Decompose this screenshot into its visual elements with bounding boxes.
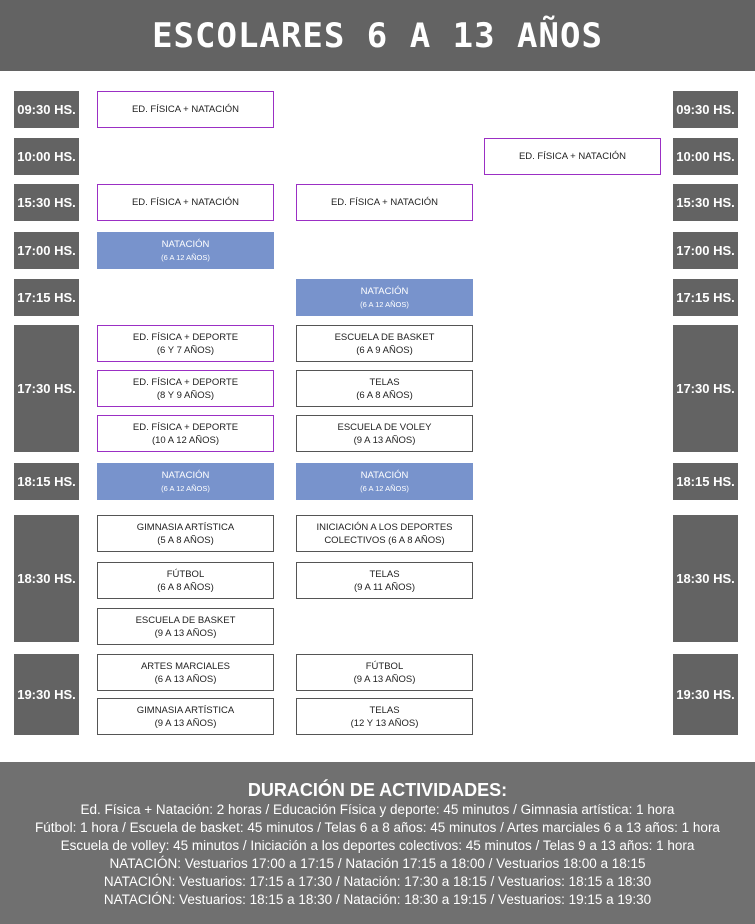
activity-cell (97, 91, 274, 128)
activity-cell (484, 138, 661, 175)
footer-title: DURACIÓN DE ACTIVIDADES: (247, 780, 508, 800)
activity-name: GIMNASIA ARTÍSTICA (136, 521, 235, 533)
activity-name: NATACIÓN (360, 285, 409, 297)
swim-cell (296, 279, 473, 316)
time-label: 18:30 HS. (673, 515, 738, 642)
time-label: 17:15 HS. (14, 279, 79, 316)
footer-line: Ed. Física + Natación: 2 horas / Educación Física y deporte: 45 minutos / Gimnasia artística: 1 hora (80, 802, 675, 817)
time-label: 18:15 HS. (673, 463, 738, 500)
swim-cell (97, 463, 274, 500)
activity-cell (296, 325, 473, 362)
time-label: 17:00 HS. (673, 232, 738, 269)
time-label: 17:00 HS. (14, 232, 79, 269)
activity-cell (97, 562, 274, 599)
activity-ages: (6 A 12 AÑOS) (360, 483, 409, 493)
activity-name: TELAS (369, 568, 400, 580)
activity-cell (296, 370, 473, 407)
activity-name: ED. FÍSICA + DEPORTE (132, 421, 239, 433)
activity-name: ESCUELA DE BASKET (334, 331, 435, 343)
time-label: 09:30 HS. (14, 91, 79, 128)
activity-ages: (6 A 8 AÑOS) (157, 581, 214, 593)
activity-cell (296, 415, 473, 452)
activity-name: TELAS (369, 704, 400, 716)
activity-cell (97, 515, 274, 552)
activity-name: ED. FÍSICA + NATACIÓN (518, 151, 627, 162)
time-label: 10:00 HS. (14, 138, 79, 175)
time-label: 10:00 HS. (673, 138, 738, 175)
activity-ages: (9 A 11 AÑOS) (353, 581, 416, 593)
activity-ages: (9 A 13 AÑOS) (154, 717, 217, 729)
time-label: 15:30 HS. (673, 184, 738, 221)
activity-cell (97, 608, 274, 645)
activity-name: ARTES MARCIALES (140, 660, 231, 672)
time-label: 18:15 HS. (14, 463, 79, 500)
activity-ages: (6 A 12 AÑOS) (161, 483, 210, 493)
activity-cell (97, 415, 274, 452)
activity-name: NATACIÓN (161, 238, 210, 250)
time-label: 15:30 HS. (14, 184, 79, 221)
activity-ages: (9 A 13 AÑOS) (353, 673, 416, 685)
activity-cell (97, 325, 274, 362)
activity-cell (296, 654, 473, 691)
activity-ages: (6 A 9 AÑOS) (356, 344, 413, 356)
activity-name: ED. FÍSICA + NATACIÓN (330, 197, 439, 208)
footer-line: Fútbol: 1 hora / Escuela de basket: 45 minutos / Telas 6 a 8 años: 45 minutos / Artes marciales 6 a 13 años: 1 hora (35, 820, 720, 835)
activity-ages: (6 Y 7 AÑOS) (156, 344, 215, 356)
activity-name: NATACIÓN (161, 469, 210, 481)
activity-ages: (5 A 8 AÑOS) (157, 534, 214, 546)
activity-cell (97, 370, 274, 407)
activity-ages: COLECTIVOS (6 A 8 AÑOS) (324, 534, 445, 546)
activity-ages: (6 A 12 AÑOS) (161, 252, 210, 262)
footer-line: NATACIÓN: Vestuarios: 18:15 a 18:30 / Natación: 18:30 a 19:15 / Vestuarios: 19:15 a 19:30 (103, 892, 652, 907)
activity-name: ESCUELA DE BASKET (135, 614, 236, 626)
activity-name: FÚTBOL (166, 568, 205, 580)
duration-footer (0, 762, 755, 924)
activity-name: GIMNASIA ARTÍSTICA (136, 704, 235, 716)
activity-ages: (6 A 12 AÑOS) (360, 299, 409, 309)
activity-name: ED. FÍSICA + DEPORTE (132, 331, 239, 343)
activity-ages: (10 A 12 AÑOS) (151, 434, 220, 446)
activity-name: ED. FÍSICA + NATACIÓN (131, 104, 240, 115)
footer-line: Escuela de volley: 45 minutos / Iniciación a los deportes colectivos: 45 minutos / Telas 9 a 13 años: 1 hora (60, 838, 695, 853)
activity-name: ED. FÍSICA + DEPORTE (132, 376, 239, 388)
time-label: 18:30 HS. (14, 515, 79, 642)
footer-line: NATACIÓN: Vestuarios: 17:15 a 17:30 / Natación: 17:30 a 18:15 / Vestuarios: 18:15 a 18:30 (103, 874, 652, 889)
activity-cell (97, 698, 274, 735)
activity-name: ESCUELA DE VOLEY (337, 421, 432, 433)
activity-cell (296, 698, 473, 735)
activity-cell (97, 184, 274, 221)
activity-cell (97, 654, 274, 691)
activity-ages: (6 A 13 AÑOS) (154, 673, 217, 685)
swim-cell (97, 232, 274, 269)
activity-cell (296, 184, 473, 221)
activity-name: FÚTBOL (365, 660, 404, 672)
page-title: ESCOLARES 6 A 13 AÑOS (0, 0, 755, 71)
activity-ages: (9 A 13 AÑOS) (353, 434, 416, 446)
activity-ages: (12 Y 13 AÑOS) (350, 717, 419, 729)
activity-ages: (6 A 8 AÑOS) (356, 389, 413, 401)
time-label: 17:30 HS. (14, 325, 79, 452)
activity-cell (296, 515, 473, 552)
time-label: 17:15 HS. (673, 279, 738, 316)
time-label: 19:30 HS. (14, 654, 79, 735)
activity-ages: (9 A 13 AÑOS) (154, 627, 217, 639)
activity-name: NATACIÓN (360, 469, 409, 481)
footer-line: NATACIÓN: Vestuarios 17:00 a 17:15 / Natación 17:15 a 18:00 / Vestuarios 18:00 a 18:15 (109, 856, 646, 871)
activity-cell (296, 562, 473, 599)
time-label: 17:30 HS. (673, 325, 738, 452)
swim-cell (296, 463, 473, 500)
activity-name: TELAS (369, 376, 400, 388)
time-label: 19:30 HS. (673, 654, 738, 735)
activity-ages: (8 Y 9 AÑOS) (156, 389, 215, 401)
time-label: 09:30 HS. (673, 91, 738, 128)
activity-name: INICIACIÓN A LOS DEPORTES (316, 521, 453, 533)
activity-name: ED. FÍSICA + NATACIÓN (131, 197, 240, 208)
